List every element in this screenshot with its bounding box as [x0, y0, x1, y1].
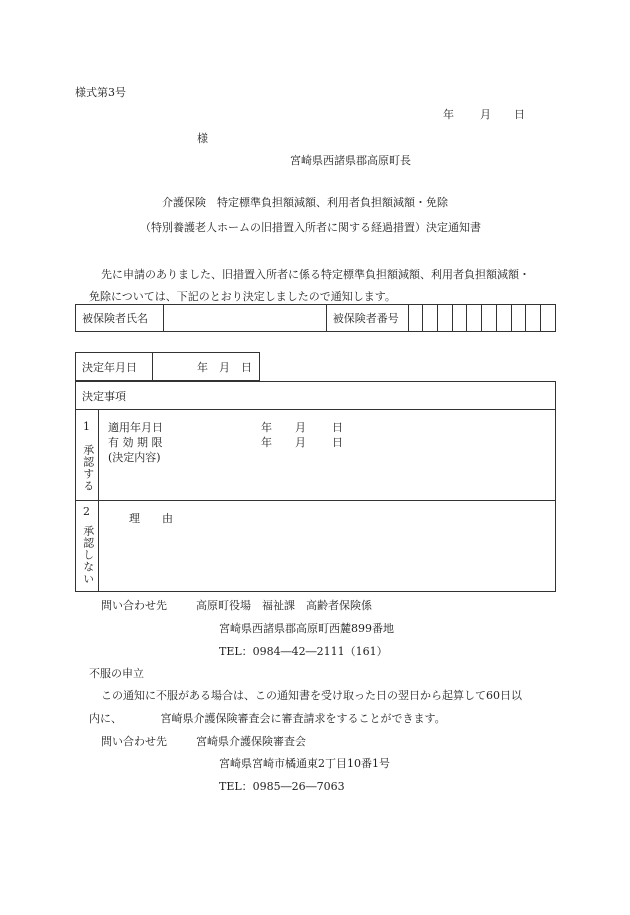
valid-year-label: 年	[261, 436, 272, 449]
decision-content-label: (決定内容)	[108, 451, 161, 464]
insured-number-digit[interactable]	[452, 305, 467, 332]
insured-number-digit[interactable]	[496, 305, 511, 332]
decision-items-table	[75, 381, 556, 592]
decision-date-label: 決定年月日	[76, 353, 153, 381]
decision-date-table	[75, 352, 260, 381]
valid-day-label: 日	[332, 436, 343, 449]
insured-table	[75, 304, 556, 332]
approve-number: 1	[83, 420, 90, 433]
insured-name-label: 被保険者氏名	[76, 305, 164, 332]
valid-period-label: 有 効 期 限	[108, 436, 163, 449]
date-day-label: 日	[514, 108, 525, 121]
objection-line-2: 内に、 宮崎県介護保険審査会に審査請求をすることができます。	[89, 712, 446, 725]
insured-number-digit[interactable]	[482, 305, 497, 332]
apply-year-label: 年	[261, 421, 272, 434]
contact2-tel: TEL：0985―26―7063	[219, 780, 345, 793]
insured-name-cell[interactable]	[163, 305, 326, 332]
contact1-name: 高原町役場 福祉課 高齢者保険係	[196, 599, 372, 612]
reject-row-header	[76, 501, 99, 592]
apply-date-label: 適用年月日	[108, 421, 163, 434]
insured-number-digit[interactable]	[511, 305, 526, 332]
contact1-label: 問い合わせ先	[101, 599, 167, 612]
contact2-name: 宮崎県介護保険審査会	[196, 735, 306, 748]
apply-day-label: 日	[332, 421, 343, 434]
date-year-label: 年	[443, 108, 454, 121]
insured-number-digit[interactable]	[526, 305, 541, 332]
reject-content-cell[interactable]	[99, 501, 556, 592]
approve-row-header	[76, 410, 99, 501]
apply-month-label: 月	[295, 421, 306, 434]
approve-label: 承認する	[81, 444, 95, 492]
reject-number: 2	[83, 505, 90, 518]
document-title: 介護保険 特定標準負担額減額、利用者負担額減額・免除	[162, 196, 448, 209]
approve-content-cell[interactable]	[99, 410, 556, 501]
valid-month-label: 月	[295, 436, 306, 449]
insured-number-digit[interactable]	[467, 305, 482, 332]
insured-number-digit[interactable]	[408, 305, 423, 332]
addressee-suffix: 様	[197, 132, 208, 145]
decision-items-label: 決定事項	[76, 382, 556, 410]
form-number: 様式第3号	[75, 86, 126, 99]
insured-number-digit[interactable]	[541, 305, 556, 332]
insured-number-digit[interactable]	[437, 305, 452, 332]
contact2-label: 問い合わせ先	[101, 735, 167, 748]
objection-line-1: この通知に不服がある場合は、この通知書を受け取った日の翌日から起算して60日以	[101, 689, 522, 702]
decision-date-value[interactable]: 年 月 日	[153, 353, 260, 381]
objection-heading: 不服の申立	[89, 667, 144, 680]
date-month-label: 月	[480, 108, 491, 121]
insured-number-digit[interactable]	[423, 305, 438, 332]
reason-label: 理 由	[129, 512, 173, 525]
contact1-tel: TEL：0984―42―2111（161）	[219, 645, 388, 658]
issuer: 宮崎県西諸県郡高原町長	[290, 154, 411, 167]
intro-line-2: 免除については、下記のとおり決定しましたので通知します。	[89, 290, 396, 303]
document-subtitle: （特別養護老人ホームの旧措置入所者に関する経過措置）決定通知書	[140, 221, 481, 234]
reject-label: 承認しない	[81, 525, 95, 585]
insured-number-label: 被保険者番号	[326, 305, 408, 332]
intro-line-1: 先に申請のありました、旧措置入所者に係る特定標準負担額減額、利用者負担額減額・	[101, 268, 530, 281]
contact2-address: 宮崎県宮崎市橘通東2丁目10番1号	[219, 757, 390, 770]
contact1-address: 宮崎県西諸県郡高原町西麓899番地	[219, 622, 394, 635]
